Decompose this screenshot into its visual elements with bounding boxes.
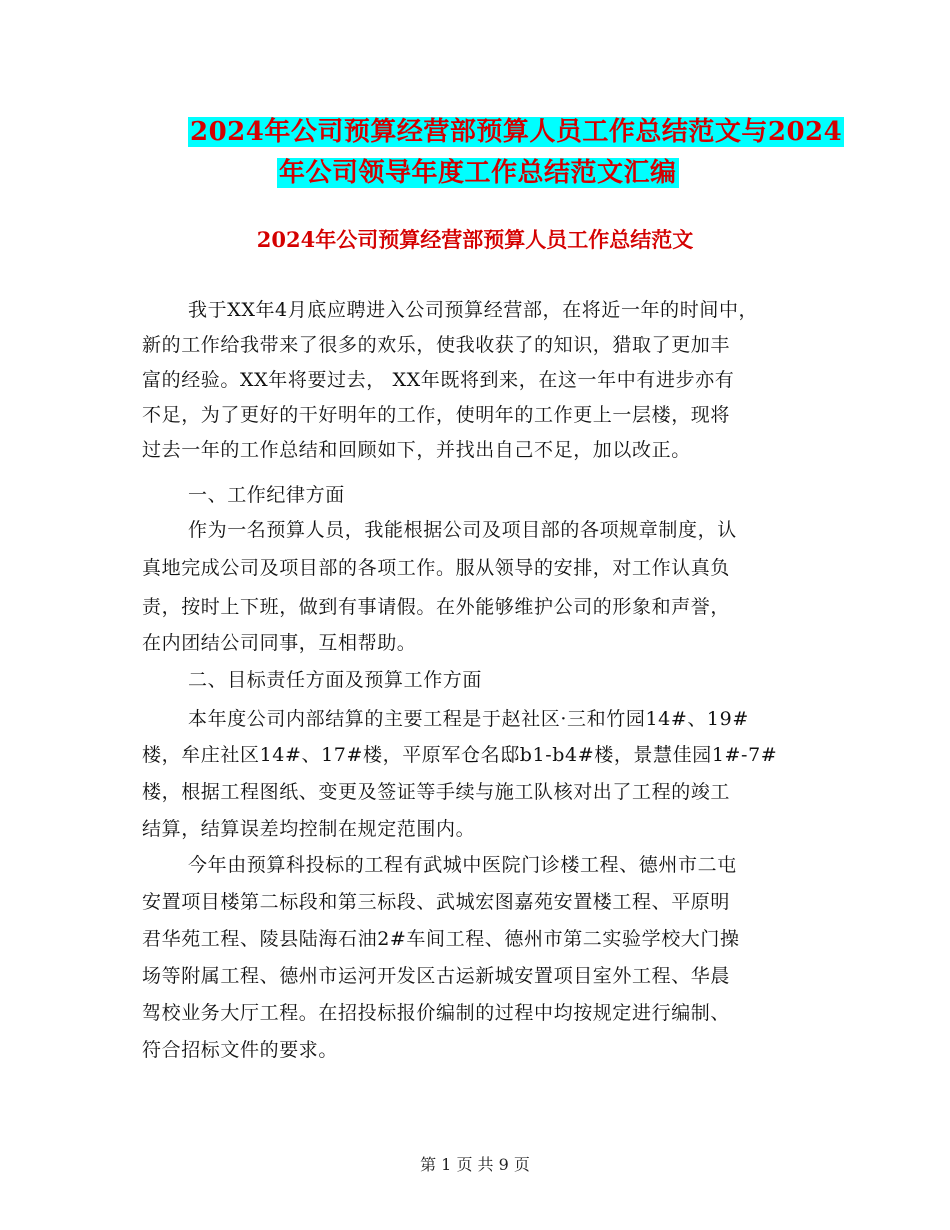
section-label: 一、工作纪律方面 — [188, 484, 345, 506]
paragraph-line: 新的工作给我带来了很多的欢乐，使我收获了的知识，猎取了更加丰 — [142, 334, 731, 356]
document-title-line-1: 2024年公司预算经营部预算人员工作总结范文与2024 — [190, 117, 843, 147]
paragraph-line: 我于XX年4月底应聘进入公司预算经营部，在将近一年的时间中， — [188, 299, 759, 321]
paragraph-line: 富的经验。XX年将要过去， XX年既将到来，在这一年中有进步亦有 — [142, 369, 735, 391]
page-footer: 第 1 页 共 9 页 — [420, 1155, 530, 1174]
document-title-line-2: 年公司领导年度工作总结范文汇编 — [279, 158, 677, 188]
paragraph-line: 本年度公司内部结算的主要工程是于赵社区·三和竹园14#、19# — [188, 708, 749, 730]
section-label: 二、目标责任方面及预算工作方面 — [188, 669, 483, 691]
section-heading: 2024年公司预算经营部预算人员工作总结范文 — [256, 227, 694, 252]
paragraph-line: 君华苑工程、陵县陆海石油2#车间工程、德州市第二实验学校大门操 — [142, 928, 740, 950]
paragraph-line: 过去一年的工作总结和回顾如下，并找出自己不足，加以改正。 — [142, 439, 691, 461]
paragraph-line: 安置项目楼第二标段和第三标段、武城宏图嘉苑安置楼工程、平原明 — [142, 891, 731, 913]
paragraph-line: 不足，为了更好的干好明年的工作，使明年的工作更上一层楼，现将 — [142, 404, 731, 426]
paragraph-line: 责，按时上下班，做到有事请假。在外能够维护公司的形象和声誉， — [142, 596, 731, 618]
paragraph-line: 楼，牟庄社区14#、17#楼，平原军仓名邸b1-b4#楼，景慧佳园1#-7# — [142, 744, 778, 766]
paragraph-line: 今年由预算科投标的工程有武城中医院门诊楼工程、德州市二屯 — [188, 854, 737, 876]
paragraph-line: 结算，结算误差均控制在规定范围内。 — [142, 818, 476, 840]
paragraph-line: 符合招标文件的要求。 — [142, 1039, 339, 1061]
paragraph-line: 驾校业务大厅工程。在招投标报价编制的过程中均按规定进行编制、 — [142, 1002, 731, 1024]
paragraph-line: 场等附属工程、德州市运河开发区古运新城安置项目室外工程、华晨 — [142, 965, 731, 987]
paragraph-line: 作为一名预算人员，我能根据公司及项目部的各项规章制度，认 — [188, 519, 737, 541]
paragraph-line: 在内团结公司同事，互相帮助。 — [142, 632, 417, 654]
paragraph-line: 真地完成公司及项目部的各项工作。服从领导的安排，对工作认真负 — [142, 557, 731, 579]
paragraph-line: 楼，根据工程图纸、变更及签证等手续与施工队核对出了工程的竣工 — [142, 781, 731, 803]
